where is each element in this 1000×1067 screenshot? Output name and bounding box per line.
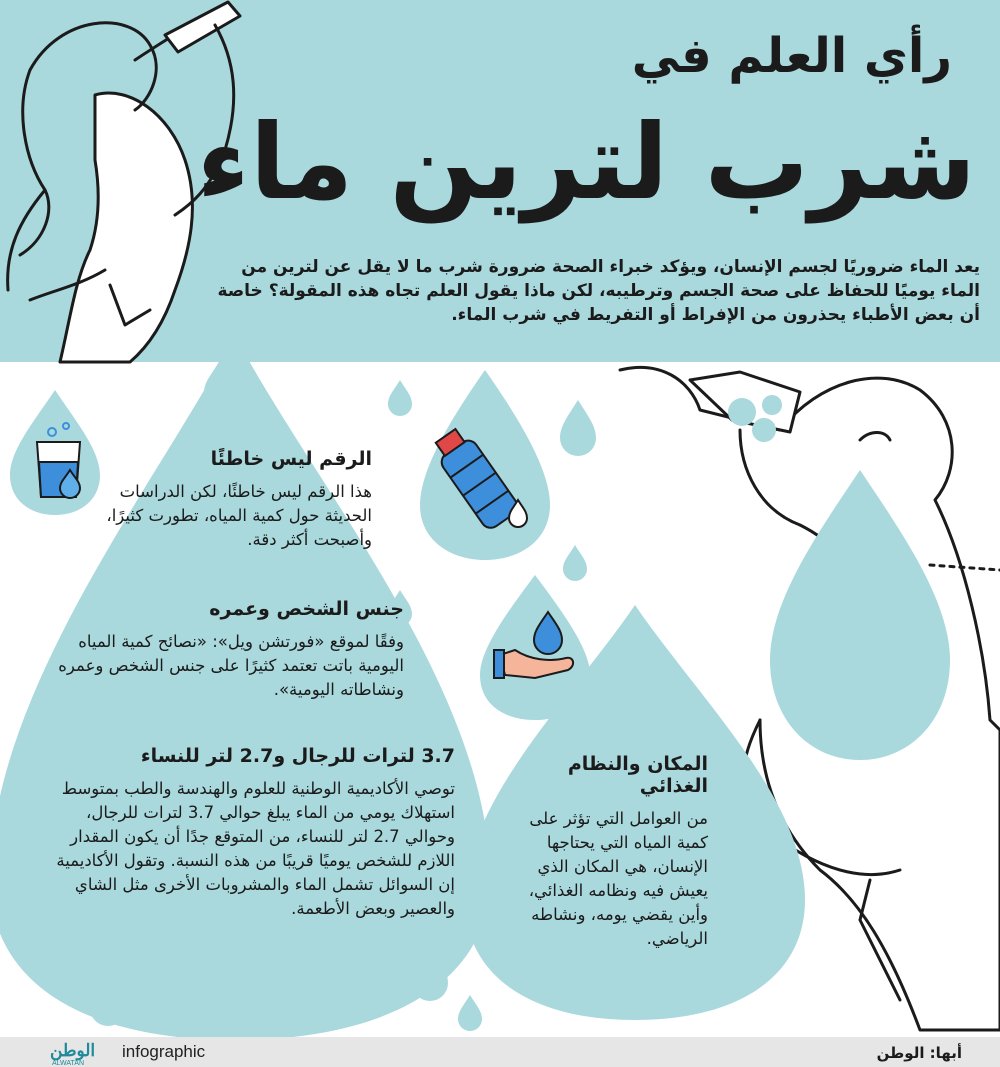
footer-bar xyxy=(0,1037,1000,1067)
bubble-3 xyxy=(752,418,776,442)
brand-logo: الوطن xyxy=(50,1041,96,1060)
section-gender-age xyxy=(29,598,404,702)
section-heading: الرقم ليس خاطئًا xyxy=(210,448,372,470)
section-number-not-wrong xyxy=(72,448,372,552)
section-body: هذا الرقم ليس خاطئًا، لكن الدراسات الحديثة حول كمية المياه، تطورت كثيرًا، وأصبحت أكثر دقة. xyxy=(106,482,372,549)
section-body: من العوامل التي تؤثر على كمية المياه التي يحتاجها الإنسان، هي المكان الذي يعيش فيه ونظامه الغذائي، وأين يقضي يومه، ونشاطه الرياضي. xyxy=(528,809,708,948)
intro-paragraph: يعد الماء ضروريًا لجسم الإنسان، ويؤكد خبراء الصحة ضرورة شرب ما لا يقل عن لترين من الماء يوميًا للحفاظ على صحة الجسم وترطيبه، لكن ماذا يقول العلم تجاه هذه المقولة؟ خاصة أن بعض الأطباء يحذرون من الإفراط أو التفريط في شرب الماء. xyxy=(217,257,980,326)
infographic-label: infographic xyxy=(122,1042,206,1061)
bubble-2 xyxy=(762,395,782,415)
title-large: شرب لترين ماء xyxy=(196,101,976,223)
drop-man-chest xyxy=(770,470,950,760)
section-place-diet xyxy=(508,753,708,951)
title-small: رأي العلم في xyxy=(631,28,952,84)
section-liters-men-women xyxy=(35,745,455,921)
section-heading: المكان والنظام الغذائي xyxy=(567,753,708,797)
bubble-1 xyxy=(728,398,756,426)
credit-label: أبها: الوطن xyxy=(876,1044,962,1062)
section-body: توصي الأكاديمية الوطنية للعلوم والهندسة والطب بمتوسط استهلاك يومي من الماء يبلغ حوالي 3.7 لترات للرجال، وحوالي 2.7 لتر للنساء، من المتوقع جدًا أن يكون المقدار اللازم للشخص يوميًا قريبًا من هذه النسبة. وتقول الأكاديمية إن السوائل تشمل الماء والمشروبات الأخرى مثل الشاي والعصير وبعض الأطعمة. xyxy=(56,779,455,918)
section-body: وفقًا لموقع «فورتشن ويل»: «نصائح كمية المياه اليومية باتت تعتمد كثيرًا على جنس الشخص وعمره ونشاطاته اليومية». xyxy=(58,632,404,699)
brand-latin: ALWATAN xyxy=(52,1060,85,1067)
section-heading: 3.7 لترات للرجال و2.7 لتر للنساء xyxy=(140,745,455,767)
section-heading: جنس الشخص وعمره xyxy=(209,598,404,620)
